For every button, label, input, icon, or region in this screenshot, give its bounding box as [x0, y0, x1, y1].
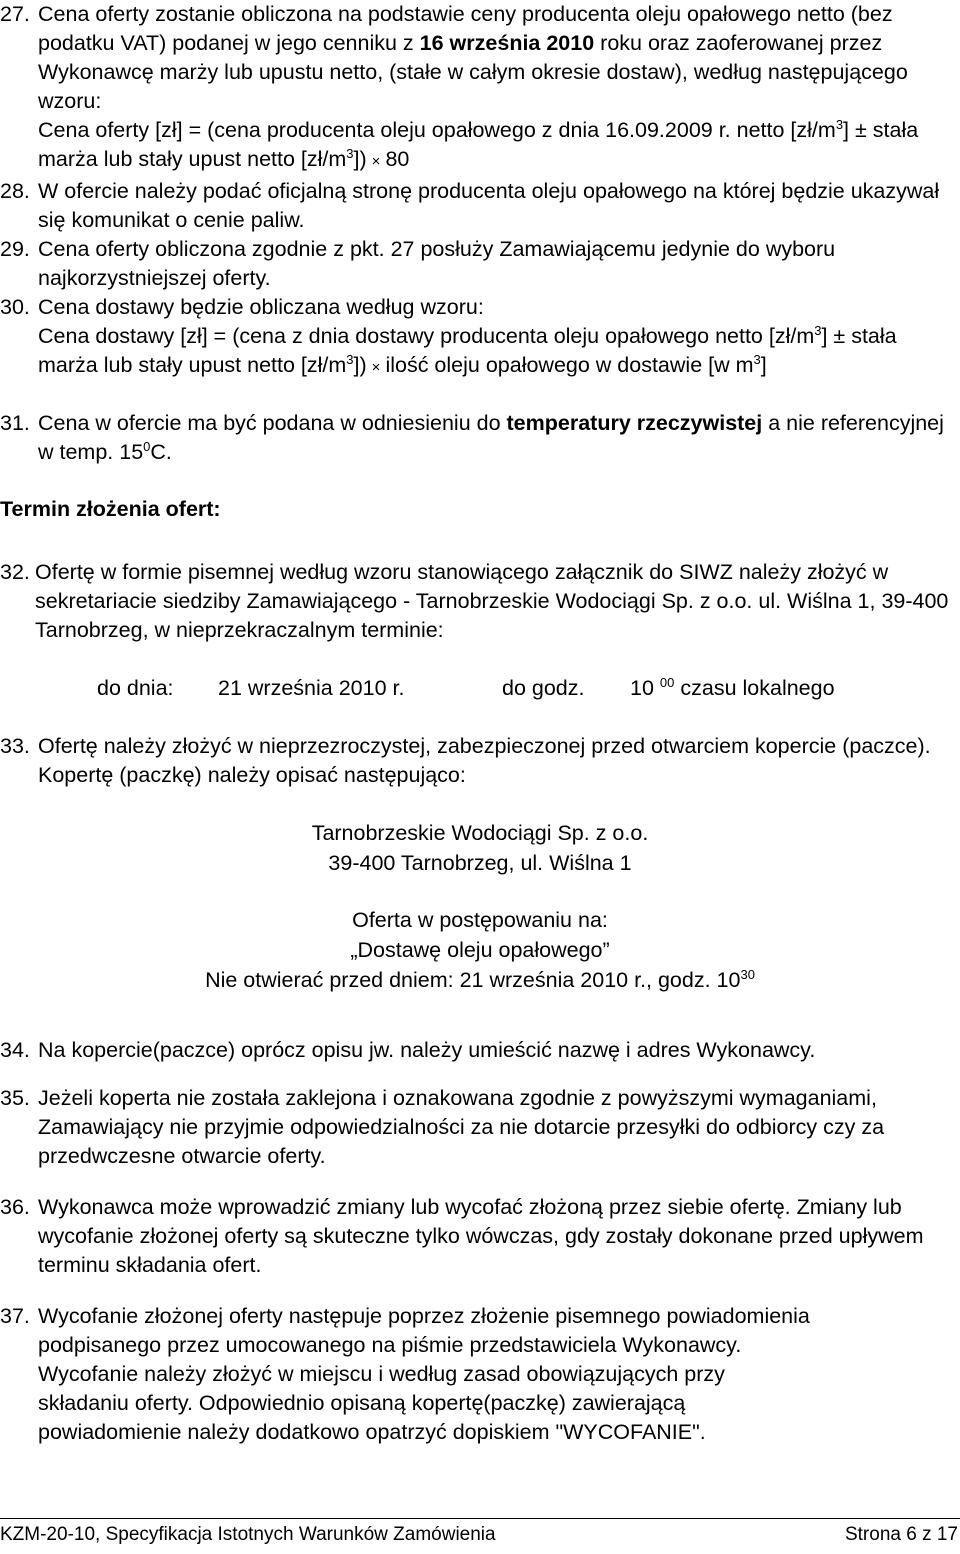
text-line: składaniu oferty. Odpowiednio opisaną kopertę(paczkę) zawierającą	[38, 1391, 686, 1415]
paragraph-body: Jeżeli koperta nie została zaklejona i oznakowana zgodnie z powyższymi wymaganiami, Zamawiający nie przyjmie odpowiedzialności za nie dotarcie przesyłki do odbiorcy czy za przedwczesne otwarcie oferty.	[38, 1086, 885, 1168]
section-heading: Termin złożenia ofert:	[0, 497, 221, 521]
paragraph-body	[38, 1302, 958, 1447]
multiply-sign: ×	[371, 359, 381, 376]
paragraph-body	[38, 293, 958, 382]
text-line: Wycofanie złożonej oferty następuje poprzez złożenie pisemnego powiadomienia	[38, 1304, 810, 1328]
paragraph-body: Ofertę należy złożyć w nieprzezroczystej, zabezpieczonej przed otwarciem kopercie (paczce). Kopertę (paczkę) należy opisać następująco:	[38, 734, 931, 787]
paragraph-29	[0, 235, 958, 293]
paragraph-34	[0, 1036, 958, 1065]
minutes-superscript: 00	[659, 675, 675, 690]
deadline-date-value: 21 września 2010 r.	[218, 676, 405, 700]
item-number: 28.	[0, 179, 30, 203]
text: Cena oferty zostanie obliczona na podstawie ceny producenta oleju opałowego netto (bez podatku VAT) podanej w jego cenniku z	[38, 2, 893, 55]
text: a nie referencyjnej w temp. 15	[38, 411, 944, 464]
paragraph-body	[38, 409, 958, 467]
envelope-line-address: 39-400 Tarnobrzeg, ul. Wiślna 1	[328, 851, 632, 875]
superscript: 3	[346, 146, 354, 161]
text: roku oraz zaoferowanej przez Wykonawcę marży lub upustu netto, (stałe w całym okresie dostaw), według następującego wzoru:	[38, 31, 908, 113]
item-number: 31.	[0, 411, 30, 435]
item-number: 27.	[0, 2, 30, 26]
superscript: 3	[835, 117, 844, 132]
text-line: Wycofanie należy złożyć w miejscu i według zasad obowiązujących przy	[38, 1362, 725, 1386]
item-number: 30.	[0, 295, 30, 319]
formula-text: ] ± stała marża lub stały upust netto [zł/m	[38, 324, 897, 377]
formula-text: Cena oferty [zł] = (cena producenta oleju opałowego z dnia 16.09.2009 r. netto [zł/m	[38, 118, 836, 142]
time-suffix: czasu lokalnego	[680, 676, 835, 700]
superscript: 30	[740, 967, 755, 982]
paragraph-27	[0, 0, 958, 176]
text: Cena w ofercie ma być podana w odniesieniu do	[38, 411, 507, 435]
footer-document-title: KZM-20-10, Specyfikacja Istotnych Warunków Zamówienia	[0, 1524, 496, 1545]
superscript: 3	[814, 323, 822, 338]
paragraph-32	[0, 558, 958, 645]
envelope-line-procedure: Oferta w postępowaniu na:	[352, 908, 608, 932]
deadline-time-label: do godz.	[502, 676, 585, 700]
text: C.	[150, 440, 172, 464]
envelope-line-company: Tarnobrzeskie Wodociągi Sp. z o.o.	[311, 821, 649, 845]
paragraph-36	[0, 1193, 958, 1280]
deadline-date-label: do dnia:	[97, 676, 174, 700]
formula-text: ] ± stała marża lub stały upust netto [zł/m	[38, 118, 919, 171]
paragraph-body: Ofertę w formie pisemnej według wzoru stanowiącego załącznik do SIWZ należy złożyć w sekretariacie siedziby Zamawiającego - Tarnobrzeskie Wodociągi Sp. z o.o. ul. Wiślna 1, 39-400 Tarnobrzeg, w nieprzekraczalnym terminie:	[35, 560, 949, 642]
paragraph-body: Wykonawca może wprowadzić zmiany lub wycofać złożoną przez siebie ofertę. Zmiany lub wycofanie złożonej oferty są skuteczne tylko wówczas, gdy zostały dokonane przed upływem terminu składania ofert.	[38, 1195, 924, 1277]
paragraph-35	[0, 1084, 958, 1171]
item-number: 32.	[0, 560, 30, 584]
multiply-sign: ×	[371, 153, 381, 170]
item-number: 36.	[0, 1195, 30, 1219]
text-line: podpisanego przez umocowanego na piśmie przedstawiciela Wykonawcy.	[38, 1333, 742, 1357]
hour: 10	[630, 676, 654, 700]
bold-text: temperatury rzeczywistej	[506, 411, 763, 435]
paragraph-body: W ofercie należy podać oficjalną stronę producenta oleju opałowego na której będzie ukazywał się komunikat o cenie paliw.	[38, 179, 940, 232]
superscript: 3	[346, 352, 354, 367]
item-number: 33.	[0, 734, 30, 758]
superscript: 3	[753, 352, 761, 367]
superscript: 0	[143, 439, 151, 454]
text: Nie otwierać przed dniem: 21 września 2010 r., godz. 10	[205, 968, 741, 992]
paragraph-body: Na kopercie(paczce) oprócz opisu jw. należy umieścić nazwę i adres Wykonawcy.	[38, 1038, 816, 1062]
footer-divider	[0, 1518, 960, 1519]
item-number: 34.	[0, 1038, 30, 1062]
paragraph-28	[0, 177, 958, 235]
bold-date: 16 września 2010	[419, 31, 595, 55]
envelope-line-subject: „Dostawę oleju opałowego”	[350, 938, 610, 962]
item-number: 29.	[0, 237, 30, 261]
text: Cena dostawy będzie obliczana według wzoru:	[38, 295, 484, 319]
paragraph-33	[0, 732, 958, 790]
formula-text: ilość oleju opałowego w dostawie [w m	[385, 353, 754, 377]
item-number: 37.	[0, 1304, 30, 1328]
formula-text: Cena dostawy [zł] = (cena z dnia dostawy producenta oleju opałowego netto [zł/m	[38, 324, 815, 348]
page-footer	[0, 1524, 960, 1546]
text-line: powiadomienie należy dodatkowo opatrzyć dopiskiem "WYCOFANIE".	[38, 1420, 706, 1444]
item-number: 35.	[0, 1086, 30, 1110]
footer-page-number: Strona 6 z 17	[844, 1524, 958, 1545]
envelope-line-do-not-open	[0, 966, 960, 995]
formula-text: ])	[353, 353, 367, 377]
paragraph-31	[0, 409, 958, 467]
paragraph-30	[0, 293, 958, 382]
paragraph-37	[0, 1302, 958, 1447]
formula-text: ])	[353, 147, 367, 171]
paragraph-body	[38, 0, 958, 176]
deadline-time-value	[630, 674, 835, 703]
paragraph-body: Cena oferty obliczona zgodnie z pkt. 27 posłuży Zamawiającemu jedynie do wyboru najkorzystniejszej oferty.	[38, 237, 836, 290]
formula-text: ]	[760, 353, 767, 377]
formula-text: 80	[385, 147, 410, 171]
